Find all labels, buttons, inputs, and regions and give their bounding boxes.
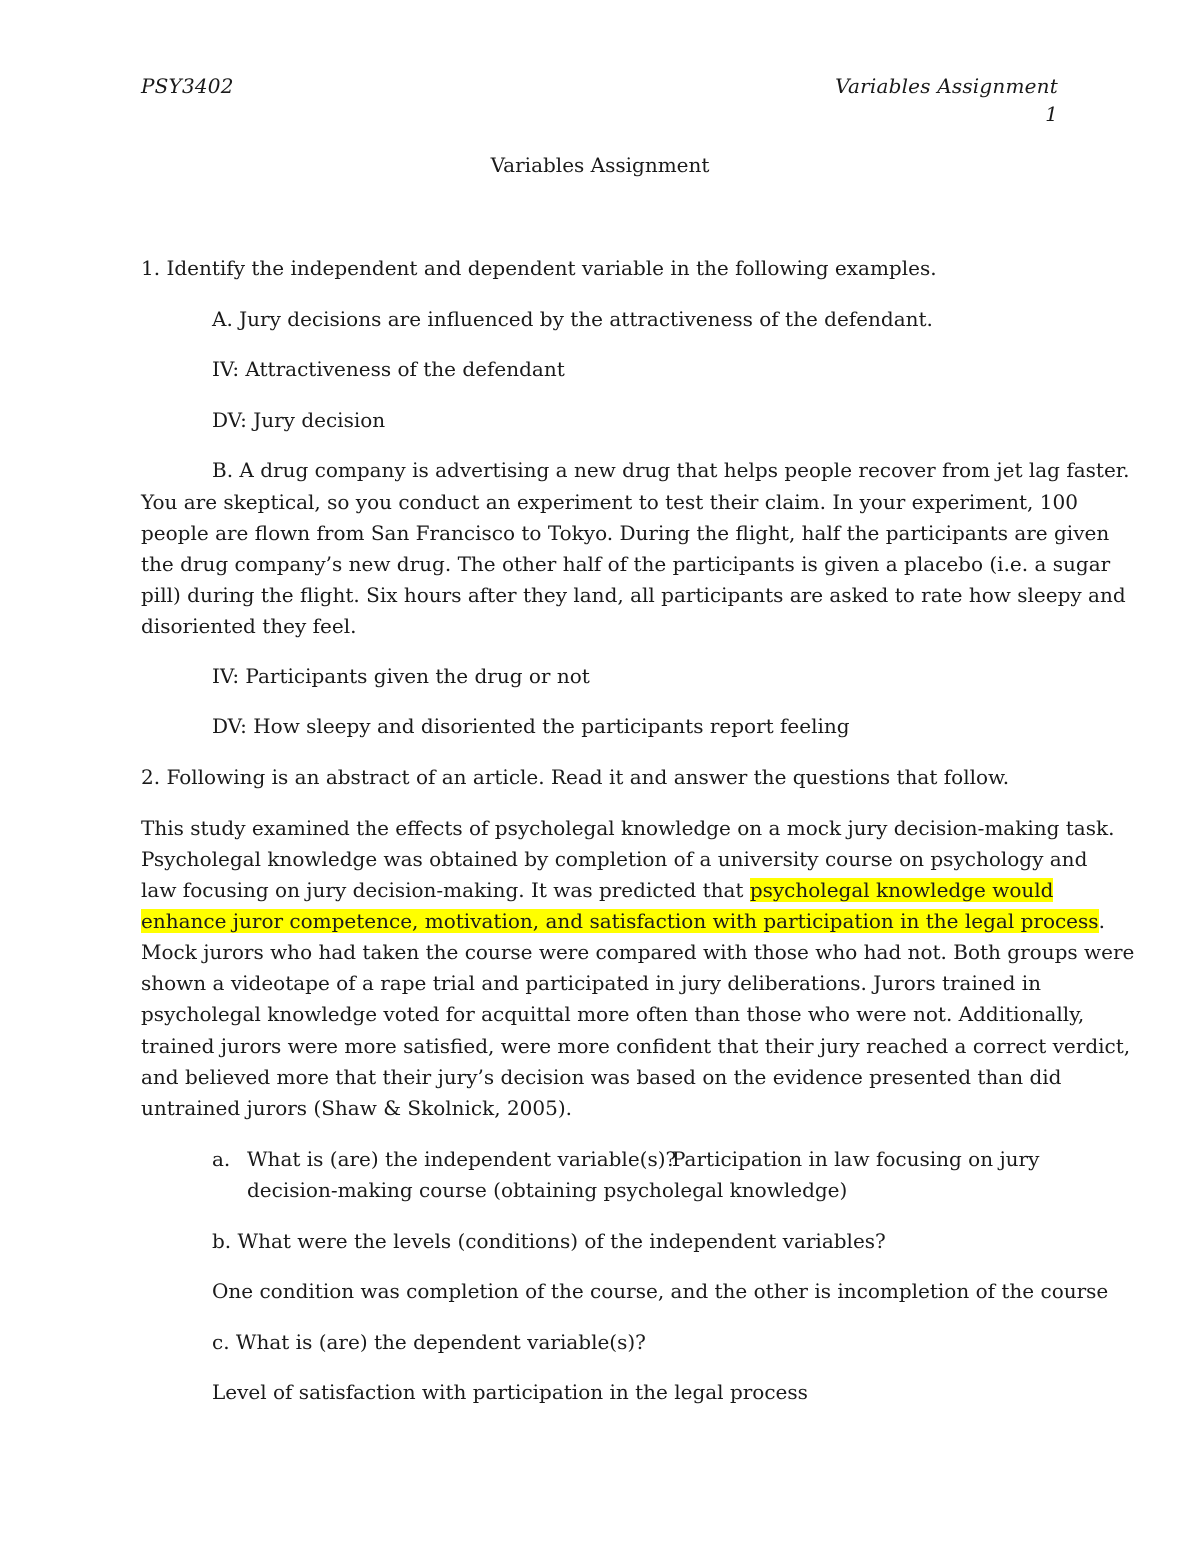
question-2a-answer-line-2: decision-making course (obtaining psycholegal knowledge) <box>247 1178 848 1202</box>
abstract-line-5: Mock jurors who had taken the course were compared with those who had not. Both groups were <box>141 940 1135 964</box>
question-2a-question: What is (are) the independent variable(s)? <box>247 1147 677 1171</box>
question-2c-question: c. What is (are) the dependent variable(s)? <box>212 1330 646 1354</box>
question-1a-dv: DV: Jury decision <box>212 408 386 432</box>
abstract-line-4-period: . <box>1098 909 1105 933</box>
abstract-line-2: Psycholegal knowledge was obtained by completion of a university course on psychology and <box>141 847 1088 871</box>
abstract-line-4 <box>141 906 1105 938</box>
question-2a-marker: a. <box>212 1147 231 1171</box>
question-2b-answer: One condition was completion of the course, and the other is incompletion of the course <box>212 1279 1109 1303</box>
abstract-line-8: trained jurors were more satisfied, were more confident that their jury reached a correct verdict, <box>141 1034 1131 1058</box>
question-1b-line-5: pill) during the flight. Six hours after they land, all participants are asked to rate how sleepy and <box>141 583 1126 607</box>
question-2c-answer: Level of satisfaction with participation in the legal process <box>212 1380 808 1404</box>
question-1b-iv: IV: Participants given the drug or not <box>212 664 590 688</box>
question-1-prompt: 1. Identify the independent and dependent variable in the following examples. <box>141 256 937 280</box>
question-1b-dv: DV: How sleepy and disoriented the participants report feeling <box>212 714 850 738</box>
abstract-line-10: untrained jurors (Shaw & Skolnick, 2005). <box>141 1096 572 1120</box>
page-title: Variables Assignment <box>490 153 710 177</box>
question-1b-line-2: You are skeptical, so you conduct an experiment to test their claim. In your experiment, 100 <box>141 490 1078 514</box>
abstract-line-1: This study examined the effects of psycholegal knowledge on a mock jury decision-making task. <box>141 816 1115 840</box>
abstract-line-3-text: law focusing on jury decision-making. It was predicted that <box>141 878 750 902</box>
header-running-title: Variables Assignment <box>835 74 1058 98</box>
question-1b-line-1: B. A drug company is advertising a new drug that helps people recover from jet lag faster. <box>212 458 1130 482</box>
question-1b-line-4: the drug company’s new drug. The other half of the participants is given a placebo (i.e. a sugar <box>141 552 1111 576</box>
header-course: PSY3402 <box>141 74 234 98</box>
highlighted-hypothesis-part-2: enhance juror competence, motivation, and satisfaction with participation in the legal process <box>141 909 1099 933</box>
abstract-line-9: and believed more that their jury’s decision was based on the evidence presented than did <box>141 1065 1062 1089</box>
question-2-prompt: 2. Following is an abstract of an article. Read it and answer the questions that follow. <box>141 765 1010 789</box>
question-1b-line-3: people are flown from San Francisco to Tokyo. During the flight, half the participants are given <box>141 521 1110 545</box>
abstract-line-6: shown a videotape of a rape trial and participated in jury deliberations. Jurors trained in <box>141 971 1042 995</box>
question-1a-text: A. Jury decisions are influenced by the attractiveness of the defendant. <box>212 307 933 331</box>
question-1b-line-6: disoriented they feel. <box>141 614 357 638</box>
page-number: 1 <box>1045 102 1058 126</box>
question-2a-answer-line-1: Participation in law focusing on jury <box>672 1147 1040 1171</box>
question-2b-question: b. What were the levels (conditions) of the independent variables? <box>212 1229 886 1253</box>
highlighted-hypothesis-part-1: psycholegal knowledge would <box>749 878 1054 902</box>
abstract-line-3 <box>141 875 1053 907</box>
abstract-line-7: psycholegal knowledge voted for acquittal more often than those who were not. Additionally, <box>141 1002 1085 1026</box>
question-1a-iv: IV: Attractiveness of the defendant <box>212 357 565 381</box>
